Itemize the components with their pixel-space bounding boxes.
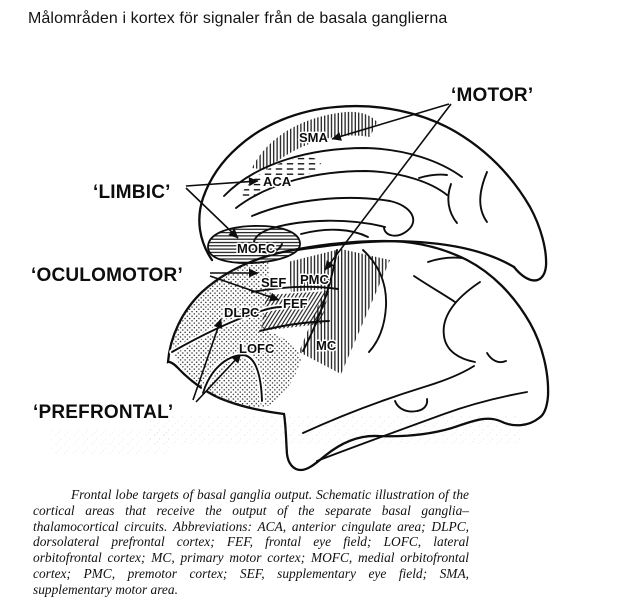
system-label-prefrontal: ‘PREFRONTAL’ [33,402,174,423]
region-label-mofc: MOFC [237,241,276,256]
system-label-limbic: ‘LIMBIC’ [93,182,171,203]
scan-noise-band-2 [50,428,170,454]
figure-caption: Frontal lobe targets of basal ganglia output. Schematic illustration of the cortical areas that receive the output of the separate basal ganglia–thalamocortical circuits. Abbreviations: ACA, anterior cingulate area; DLPC, dorsolateral prefrontal cortex; FEF, frontal eye field; LOFC, lateral orbitofrontal cortex; MC, primary motor cortex; MOFC, medial orbitofrontal cortex; PMC, premotor cortex; SEF, supplementary eye field; SMA, supplementary motor area. [33,487,469,597]
arrow-limbic-to-mofc [186,188,238,238]
region-label-sef: SEF [261,275,287,290]
region-label-fef: FEF [283,296,308,311]
precuneus-dash [419,175,447,178]
system-label-motor: ‘MOTOR’ [451,85,534,106]
page-title: Målområden i kortex för signaler från de basala ganglierna [28,10,448,27]
region-label-sma: SMA [299,130,328,145]
region-label-lofc: LOFC [239,341,275,356]
scan-noise-band [150,416,520,444]
parieto-occipital-sulcus [480,172,487,222]
arrow-limbic-to-aca [186,181,258,186]
region-label-aca: ACA [263,174,292,189]
system-label-oculomotor: ‘OCULOMOTOR’ [31,265,183,286]
fornix-line [301,230,368,237]
region-label-dlpc: DLPC [224,305,260,320]
region-label-pmc: PMC [300,272,329,287]
calcarine-line [448,184,457,223]
region-label-mc: MC [316,338,337,353]
